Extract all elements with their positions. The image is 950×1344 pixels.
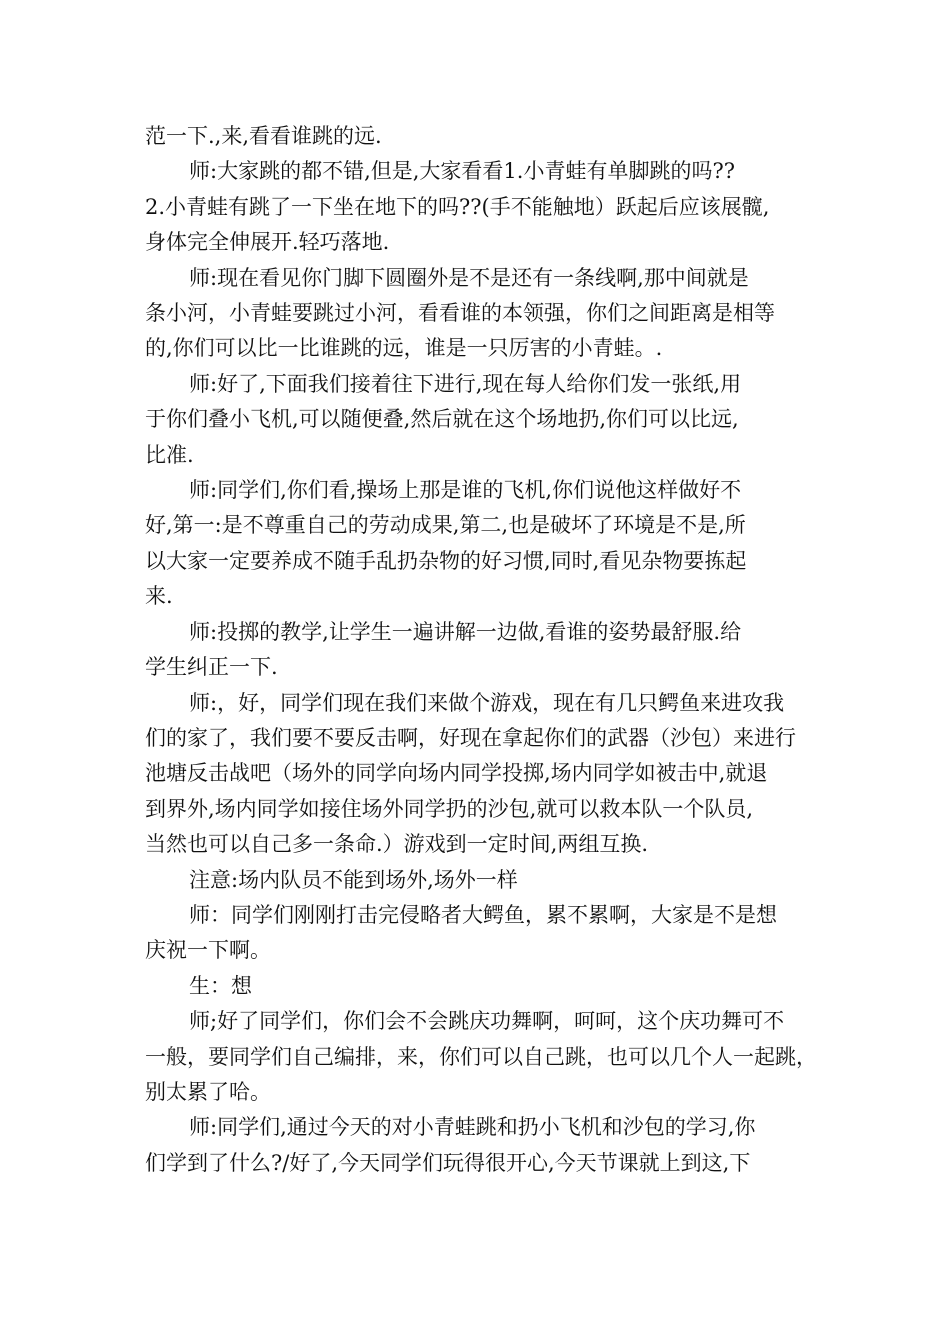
text-line: 比准. [145, 442, 194, 467]
paragraph [145, 615, 817, 686]
text-line: 师:，好，同学们现在我们来做个游戏，现在有几只鳄鱼来进攻我 [189, 690, 785, 715]
text-line: 们的家了，我们要不要反击啊，好现在拿起你们的武器（沙包）来进行 [145, 725, 796, 750]
paragraph [145, 119, 817, 154]
text-line: 范一下.,来,看看谁跳的远. [145, 124, 382, 148]
paragraph [145, 863, 817, 898]
paragraph [145, 1004, 817, 1110]
text-line: 来. [145, 584, 173, 609]
text-line: 一般，要同学们自己编排，来，你们可以自己跳，也可以几个人一起跳， [145, 1044, 817, 1069]
paragraph [145, 1110, 817, 1181]
text-line: 好,第一:是不尊重自己的劳动成果,第二,也是破坏了环境是不是,所 [145, 513, 746, 538]
text-line: 师;好了同学们，你们会不会跳庆功舞啊，呵呵，这个庆功舞可不 [189, 1009, 785, 1034]
text-line: 师:现在看见你门脚下圆圈外是不是还有一条线啊,那中间就是 [189, 265, 749, 290]
text-line: 师:同学们,通过今天的对小青蛙跳和扔小飞机和沙包的学习,你 [189, 1115, 756, 1140]
text-line: 当然也可以自己多一条命.）游戏到一定时间,两组互换. [145, 832, 649, 857]
paragraph [145, 686, 817, 863]
text-line: 师:同学们,你们看,操场上那是谁的飞机,你们说他这样做好不 [189, 478, 742, 503]
text-line: 师:投掷的教学,让学生一遍讲解一边做,看谁的姿势最舒服.给 [189, 619, 742, 644]
text-line: 池塘反击战吧（场外的同学向场内同学投掷,场内同学如被击中,就退 [145, 761, 768, 786]
text-line: 到界外,场内同学如接住场外同学扔的沙包,就可以救本队一个队员, [145, 796, 754, 821]
text-line: 生：想 [189, 973, 252, 998]
text-line: 的,你们可以比一比谁跳的远，谁是一只厉害的小青蛙。. [145, 336, 663, 361]
text-line: 庆祝一下啊。 [145, 938, 271, 963]
text-line: 学生纠正一下. [145, 655, 278, 680]
text-line: 2.小青蛙有跳了一下坐在地下的吗??(手不能触地）跃起后应该展髋, [145, 194, 770, 219]
text-line: 别太累了哈。 [145, 1079, 271, 1104]
paragraph [145, 473, 817, 615]
paragraph [145, 367, 817, 473]
paragraph [145, 154, 817, 260]
text-line: 们学到了什么?/好了,今天同学们玩得很开心,今天节课就上到这,下 [145, 1150, 751, 1175]
paragraph [145, 261, 817, 367]
text-line: 师：同学们刚刚打击完侵略者大鳄鱼，累不累啊，大家是不是想 [189, 902, 777, 927]
text-line: 于你们叠小飞机,可以随便叠,然后就在这个场地扔,你们可以比远, [145, 407, 739, 432]
text-line: 师:好了,下面我们接着往下进行,现在每人给你们发一张纸,用 [189, 371, 742, 396]
text-line: 身体完全伸展开.轻巧落地. [145, 230, 390, 255]
text-line: 师:大家跳的都不错,但是,大家看看1.小青蛙有单脚跳的吗?? [189, 159, 735, 184]
text-line: 条小河，小青蛙要跳过小河，看看谁的本领强，你们之间距离是相等 [145, 301, 775, 326]
document-body [145, 119, 817, 1181]
text-line: 注意:场内队员不能到场外,场外一样 [189, 867, 518, 892]
text-line: 以大家一定要养成不随手乱扔杂物的好习惯,同时,看见杂物要拣起 [145, 548, 747, 573]
paragraph [145, 969, 817, 1004]
paragraph [145, 898, 817, 969]
